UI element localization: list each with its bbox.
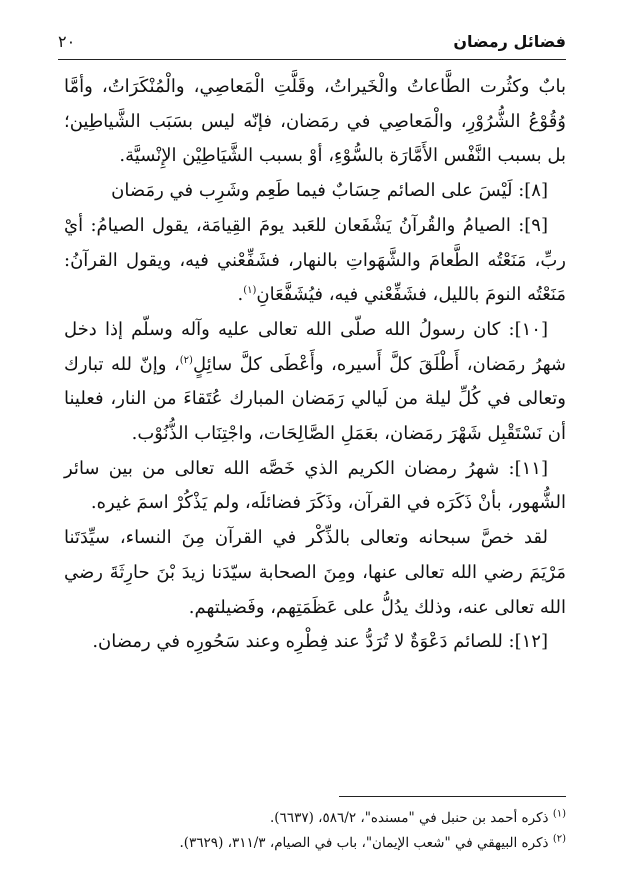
footnote-ref-2[interactable]: (٢) <box>179 354 193 366</box>
paragraph-11: [١١]: شهرُ رمضان الكريم الذي خَصَّه الله تعالى من بين سائر الشُّهور، بأنْ ذَكَرَه في القرآن، وذَكَرَ فضائلَه، ولم يَذْكُرْ اسمَ غيره. <box>64 457 566 514</box>
running-header <box>58 28 566 54</box>
footnotes <box>64 806 566 856</box>
footnote-ref-1[interactable]: (١) <box>243 285 257 297</box>
footnote-2-text: ذكره البيهقي في "شعب الإيمان"، باب في الصيام، ٣١١/٣، (٣٦٢٩). <box>179 835 549 851</box>
book-title: فضائل رمضان <box>453 31 566 51</box>
footnote-2-marker: (٢) <box>552 833 566 845</box>
paragraph-10-text-b: ، وإنّ لله تبارك وتعالى في كُلِّ ليلة من لَيالي رَمَضان المبارك عُتَقاءَ من النار، فعلينا أن نَسْتَقْبِل شَهْرَ رمَضان، بعَمَلِ الصَّالِحَات، واجْتِنَاب الذُّنُوْب. <box>64 353 566 445</box>
paragraph-1: بابٌ وكثُرت الطَّاعاتُ والْخَيراتُ، وقَلَّتِ الْمَعاصِي، والْمُنْكَرَاتُ، وأمَّا وُقُوْعُ الشُّرُوْرِ، والْمَعاصِي في رمَضان، فإنّه ليس بسَبَب الشَّياطِين؛ بل بسبب النَّفْس الأَمَّارَة بالسُّوْءِ، أوْ بسبب الشَّيَاطِيْن الإِنْسيَّة. <box>64 76 566 167</box>
paragraph-11-cont: لقد خصَّ سبحانه وتعالى بالذِّكْر في القرآن مِنَ النساء، سيِّدَتَنا مَرْيَمَ رضي الله تعالى عنها، ومِنَ الصحابة سيّدَنا زيدَ بْنَ حارِثَةَ رضي الله تعالى عنه، وذلك يدُلُّ على عَظَمَتِهم، وفَضيلتهم. <box>64 527 566 618</box>
paragraph-9-text: [٩]: الصيامُ والقُرآنُ يَشْفَعان للعَبد يومَ القِيامَة، يقول الصيامُ: أيْ ربِّ، مَنَعْتُه الطَّعامَ والشَّهَواتِ بالنهار، فشَفِّعْني فيه، ويقول القرآنُ: مَنَعْتُه النومَ بالليل، فشَفِّعْني فيه، فيُشَفَّعَانِ <box>64 214 566 306</box>
paragraph-8: [٨]: لَيْسَ على الصائم حِسَابٌ فيما طَعِم وشَرِب في رمَضان <box>111 180 548 202</box>
main-text <box>64 70 566 660</box>
paragraph-10 <box>64 313 566 452</box>
header-divider <box>58 59 566 60</box>
footnote-1-text: ذكره أحمد بن حنبل في "مسنده"، ٥٨٦/٢، (٦٦٣٧). <box>270 810 549 826</box>
footnote-1 <box>64 806 566 831</box>
paragraph-9 <box>64 209 566 313</box>
paragraph-12: [١٢]: للصائم دَعْوَةٌ لا تُرَدُّ عند فِطْرِه وعند سَحُورِه في رمضان. <box>92 631 548 653</box>
paragraph-10-text-a: [١٠]: كان رسولُ الله صلّى الله تعالى عليه وآله وسلّم إذا دخل شهرُ رمَضان، أَطْلَقَ كلَّ أَسيره، وأَعْطَى كلَّ سائِلٍ <box>64 318 566 375</box>
footnote-2 <box>64 831 566 856</box>
footnote-divider <box>339 796 566 797</box>
page-number: ٢٠ <box>58 31 76 51</box>
footnote-1-marker: (١) <box>552 808 566 820</box>
paragraph-9-end: . <box>237 284 244 306</box>
